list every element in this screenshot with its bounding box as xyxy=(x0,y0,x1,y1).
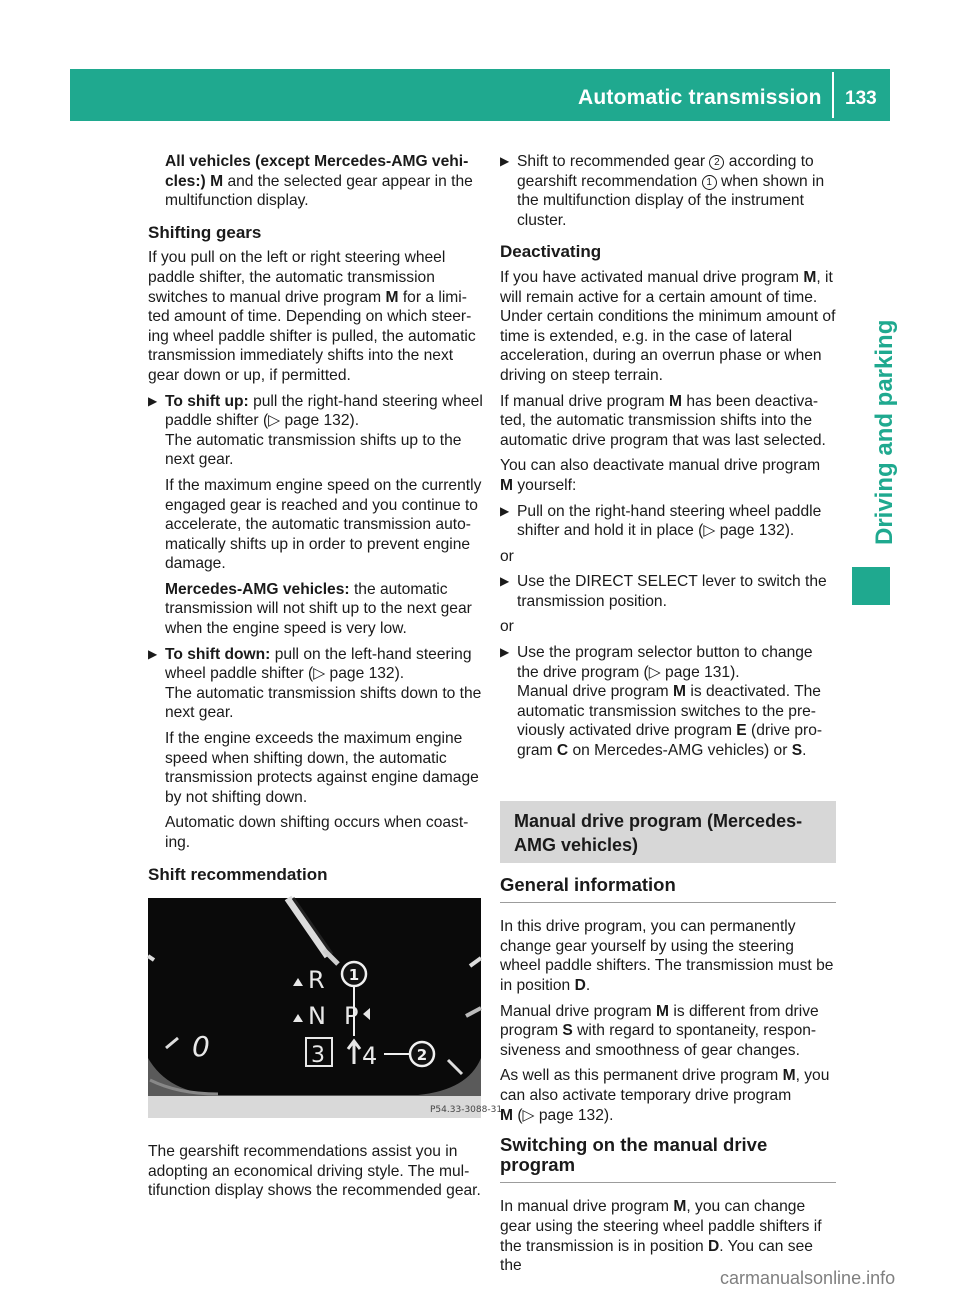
chapter-tab-label: Driving and parking xyxy=(871,319,898,545)
deactivating-p3: You can also deactivate manual drive program M yourself: xyxy=(500,457,821,494)
step-arrow-icon: ▶ xyxy=(148,393,158,408)
option-program-selector: ▶ Use the program selector button to change the drive program (▷ page 131). Manual drive program M is deactivated. The automatic transmission switches to the pre-viously activated drive program E (drive pro-gram C on Mercedes-AMG vehicles) or S. xyxy=(500,644,823,760)
option-direct-select: ▶ Use the DIRECT SELECT lever to switch the transmission position. xyxy=(500,573,827,610)
step-arrow-icon: ▶ xyxy=(500,645,510,660)
left-column xyxy=(148,152,503,1207)
current-gear: 3 xyxy=(311,1043,325,1069)
callout-2-icon: 2 xyxy=(709,155,724,170)
cluster-image xyxy=(148,898,503,1118)
step-arrow-icon: ▶ xyxy=(500,503,510,518)
step-shift-up: ▶ To shift up: pull the right-hand steering wheel paddle shifter (▷ page 132). The automatic transmission shifts up to the next gear. If the maximum engine speed on the currently engaged gear is reached and you continue to accelerate, the automatic transmission auto-matically shifts up in order to prevent engine damage. Mercedes-AMG vehicles: the automatic transmission will not shift up to the next gear when the engine speed is very low. xyxy=(148,392,483,638)
switching-p1: In manual drive program M, you can change gear using the steering wheel paddle shifters if the transmission is in position D. You can see the xyxy=(500,1198,822,1275)
watermark: carmanualsonline.info xyxy=(720,1268,896,1288)
callout-2: 2 xyxy=(416,1046,428,1065)
step-shift-recommended: ▶ Shift to recommended gear 2 according to gearshift recommendation 1 when shown in the multifunction display of the instrument cluster. xyxy=(500,153,825,229)
speed-digit: 0 xyxy=(192,1030,210,1064)
step-arrow-icon: ▶ xyxy=(500,574,510,589)
intro-paragraph: All vehicles (except Mercedes-AMG vehi-cles:) M and the selected gear appear in the multifunction display. xyxy=(165,153,473,210)
step-arrow-icon: ▶ xyxy=(500,154,510,168)
heading-shift-recommendation: Shift recommendation xyxy=(148,864,328,884)
section-box-title: Manual drive program (Mercedes-AMG vehicles) xyxy=(500,801,836,863)
heading-switching-on: Switching on the manual drive program xyxy=(500,1135,836,1183)
right-column xyxy=(500,152,836,1282)
step-arrow-icon: ▶ xyxy=(148,646,158,661)
shifting-paragraph: If you pull on the left or right steering wheel paddle shifter, the automatic transmission switches to manual drive program M for a limi-ted amount of time. Depending on which steer-ing wheel paddle shifter is pulled, the automatic transmission immediately shifts into the next gear down or up, if permitted. xyxy=(148,249,476,384)
chapter-tab-marker xyxy=(852,567,890,605)
recommended-gear: 4 xyxy=(362,1042,378,1071)
general-p3: As well as this permanent drive program M, you can also activate temporary drive program M (▷ page 132). xyxy=(500,1067,830,1124)
gear-r: R xyxy=(308,966,325,995)
page-ref-link[interactable]: ▷ page 132). xyxy=(703,522,795,540)
callout-1: 1 xyxy=(348,966,360,985)
page-ref-link[interactable]: ▷ page 132). xyxy=(268,412,360,430)
gear-p: P xyxy=(344,1002,359,1031)
page-ref-link[interactable]: (▷ page 132). xyxy=(517,1106,614,1124)
page-number: 133 xyxy=(845,88,877,109)
heading-deactivating: Deactivating xyxy=(500,242,602,262)
page-ref-link[interactable]: ▷ page 131). xyxy=(648,663,740,681)
figure-caption-paragraph: The gearshift recommendations assist you in adopting an economical driving style. The mul-tifunction display shows the recommended gear. xyxy=(148,1143,481,1200)
figure-code: P54.33-3088-31 xyxy=(430,1105,503,1116)
deactivating-p2: If manual drive program M has been deactiva-ted, the automatic transmission shifts into the automatic drive program that was last selected. xyxy=(500,392,826,449)
deactivating-p1: If you have activated manual drive program M, it will remain active for a certain amount of time. Under certain conditions the minimum amount of time is extended, e.g. in the case of lateral acceleration, during an overrun phase or when driving on steep terrain. xyxy=(500,268,836,384)
heading-shifting-gears: Shifting gears xyxy=(148,222,262,242)
or-label: or xyxy=(500,618,514,636)
general-p2: Manual drive program M is different from drive program S with regard to spontaneity, respon-siveness and smoothness of gear changes. xyxy=(500,1002,819,1059)
step-shift-down: ▶ To shift down: pull on the left-hand steering wheel paddle shifter (▷ page 132). The automatic transmission shifts down to the next gear. If the engine exceeds the maximum engine speed when shifting down, the automatic transmission protects against engine damage by not shifting down. Automatic down shifting occurs when coast-ing. xyxy=(148,645,482,851)
gear-n: N xyxy=(308,1002,326,1031)
or-label: or xyxy=(500,547,514,565)
header-divider xyxy=(832,72,834,118)
general-p1: In this drive program, you can permanently change gear yourself by using the steering wheel paddle shifters. The transmission must be in position D. xyxy=(500,918,834,994)
callout-1-icon: 1 xyxy=(702,175,717,190)
heading-general-information: General information xyxy=(500,875,836,904)
option-paddle: ▶ Pull on the right-hand steering wheel paddle shifter and hold it in place (▷ page 132). xyxy=(500,502,822,540)
section-title: Automatic transmission xyxy=(578,86,822,109)
page-ref-link[interactable]: ▷ page 132). xyxy=(313,665,405,683)
instrument-cluster-figure xyxy=(148,898,503,1118)
